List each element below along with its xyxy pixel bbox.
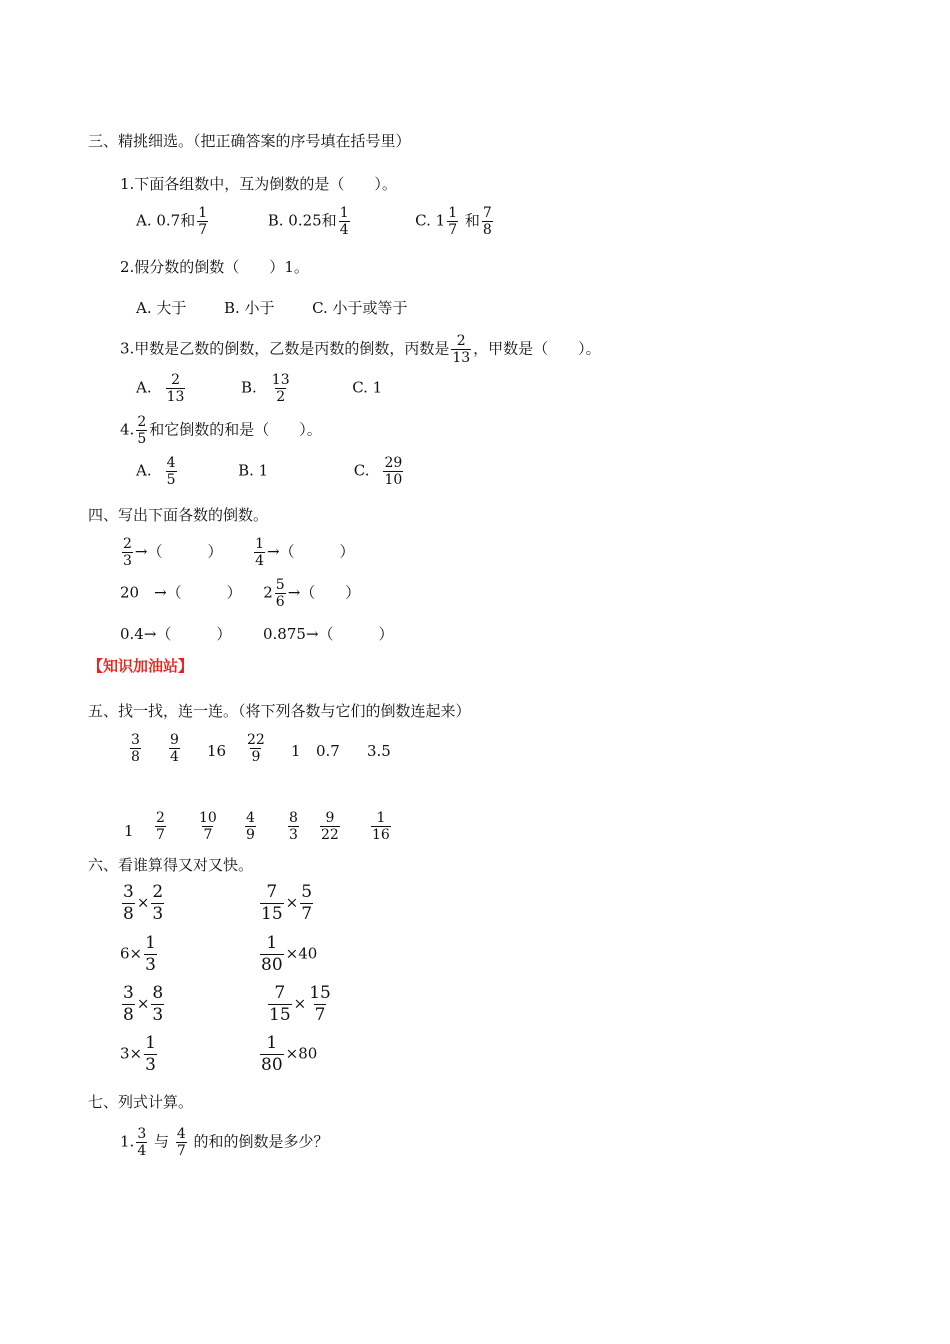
fraction: $\frac{3}{4}$: [137, 1126, 147, 1159]
fraction: $\frac{1}{7}$: [198, 205, 208, 238]
fraction: $\frac{29}{10}$: [384, 455, 403, 488]
s4-row-2: [120, 578, 360, 609]
times-sign: ×: [285, 893, 299, 912]
q1-option-b: B. 0.25和: [267, 211, 337, 230]
q1-option-c: C. 1: [415, 211, 446, 230]
section-3-title: 三、精挑细选。（把正确答案的序号填在括号里）: [88, 132, 411, 150]
expr-2: [258, 884, 315, 923]
top-item-3[interactable]: 16: [207, 742, 227, 760]
s4-row-3: [120, 624, 394, 644]
fraction: $\frac{1}{3}$: [145, 933, 156, 975]
fraction: $\frac{4}{7}$: [176, 1126, 186, 1159]
q3-text: [120, 334, 601, 365]
s7-q1: [120, 1127, 329, 1158]
expr-7: [120, 1035, 159, 1074]
q3-option-a: A.: [136, 378, 152, 397]
top-item-6[interactable]: 0.7: [316, 742, 340, 760]
section-5-title: 五、找一找，连一连。（将下列各数与它们的倒数连起来）: [88, 702, 471, 720]
q4-option-c: C.: [353, 461, 370, 480]
times-sign: ×: [136, 893, 150, 912]
fraction: $\frac{4}{5}$: [166, 455, 176, 488]
fraction: $\frac{2}{13}$: [166, 372, 185, 405]
fraction: $\frac{5}{6}$: [275, 577, 285, 610]
q1-option-a: A. 0.7和: [136, 211, 196, 230]
multiplier: ×40: [285, 944, 318, 963]
expr-6: [266, 985, 334, 1024]
fraction: $\frac{1}{80}$: [261, 933, 283, 975]
multiplier: ×80: [285, 1044, 318, 1063]
fraction: $\frac{9}{22}$: [321, 810, 339, 843]
fraction: $\frac{13}{2}$: [271, 372, 290, 405]
fraction: $\frac{2}{5}$: [137, 414, 147, 447]
fraction: $\frac{2}{13}$: [452, 333, 471, 366]
top-item-1[interactable]: [128, 733, 143, 764]
fraction: $\frac{2}{7}$: [156, 810, 165, 843]
times-sign: ×: [136, 994, 150, 1013]
fraction: $\frac{7}{8}$: [482, 205, 492, 238]
top-item-4[interactable]: [244, 733, 268, 764]
expr-3: [120, 935, 159, 974]
q2-option-a: A. 大于: [136, 299, 187, 317]
answer-blank: 20 →（ ）: [120, 583, 242, 602]
q-number: 1.: [120, 1132, 135, 1151]
section-7-title: 七、列式计算。: [88, 1093, 194, 1111]
question-text: 的和的倒数是多少？: [193, 1132, 329, 1151]
answer-blank: →（ ）: [134, 542, 223, 561]
expr-1: [120, 884, 166, 923]
q2-option-c: C. 小于或等于: [312, 299, 408, 317]
fraction: $\frac{22}{9}$: [247, 732, 265, 765]
bottom-item-5[interactable]: [286, 811, 301, 842]
fraction: $\frac{7}{15}$: [261, 882, 283, 924]
fraction: $\frac{3}{8}$: [123, 983, 134, 1025]
q4-text: [120, 415, 322, 446]
bottom-item-2[interactable]: [153, 811, 168, 842]
fraction: $\frac{1}{16}$: [372, 810, 390, 843]
fraction: $\frac{3}{8}$: [131, 732, 140, 765]
with-text: 与: [154, 1132, 170, 1151]
whole-number: 2: [263, 583, 273, 602]
section-6-title: 六、看谁算得又对又快。: [88, 856, 254, 874]
q3-option-b: B.: [241, 378, 257, 397]
fraction: $\frac{5}{7}$: [301, 882, 313, 924]
q1-text: 1.下面各组数中，互为倒数的是（ ）。: [120, 175, 397, 193]
answer-blank: 0.875→（ ）: [263, 625, 394, 643]
fraction: $\frac{8}{3}$: [152, 983, 164, 1025]
expr-4: [258, 935, 317, 974]
times-sign: ×: [293, 994, 307, 1013]
bottom-item-7[interactable]: [369, 811, 393, 842]
bottom-item-3[interactable]: [196, 811, 220, 842]
fraction: $\frac{9}{4}$: [170, 732, 179, 765]
q2-options: [136, 298, 408, 318]
fraction: $\frac{10}{7}$: [199, 810, 217, 843]
bottom-item-6[interactable]: [318, 811, 342, 842]
top-item-7[interactable]: 3.5: [367, 742, 391, 760]
answer-blank: 0.4→（ ）: [120, 625, 232, 643]
s4-row-1: [120, 537, 355, 568]
fraction: $\frac{2}{3}$: [152, 882, 164, 924]
and-text: 和: [464, 211, 480, 230]
q3-post: ，甲数是（ ）。: [473, 339, 601, 358]
top-item-2[interactable]: [167, 733, 182, 764]
q1-options: [136, 206, 495, 237]
q4-option-a: A.: [136, 461, 152, 480]
fraction: $\frac{4}{9}$: [246, 810, 255, 843]
fraction: $\frac{1}{80}$: [261, 1033, 283, 1075]
section-4-title: 四、写出下面各数的倒数。: [88, 506, 269, 524]
bottom-item-1[interactable]: 1: [124, 822, 134, 840]
q3-option-c: C. 1: [352, 378, 383, 397]
q3-options: [136, 373, 382, 404]
multiplier: 6×: [120, 944, 143, 963]
fraction: $\frac{1}{4}$: [255, 536, 264, 569]
q4-options: [136, 456, 405, 487]
fraction: $\frac{7}{15}$: [269, 983, 291, 1025]
bottom-item-4[interactable]: [243, 811, 258, 842]
answer-blank: →（ ）: [266, 542, 355, 561]
fraction: $\frac{1}{3}$: [145, 1033, 156, 1075]
knowledge-station-heading: 【知识加油站】: [88, 657, 194, 675]
q2-text: 2.假分数的倒数（ ）1。: [120, 258, 309, 276]
expr-8: [258, 1035, 317, 1074]
fraction: $\frac{2}{3}$: [123, 536, 132, 569]
expr-5: [120, 985, 166, 1024]
q2-option-b: B. 小于: [223, 299, 275, 317]
q4-post: 和它倒数的和是（ ）。: [149, 420, 322, 439]
answer-blank: →（ ）: [287, 583, 361, 602]
fraction: $\frac{3}{8}$: [123, 882, 134, 924]
top-item-5[interactable]: 1: [291, 742, 301, 760]
q4-pre: 4.: [120, 420, 135, 439]
q3-pre: 3.甲数是乙数的倒数，乙数是丙数的倒数，丙数是: [120, 339, 450, 358]
fraction: $\frac{1}{7}$: [448, 205, 458, 238]
fraction: $\frac{1}{4}$: [339, 205, 349, 238]
q4-option-b: B. 1: [238, 461, 269, 480]
fraction: $\frac{8}{3}$: [289, 810, 298, 843]
multiplier: 3×: [120, 1044, 143, 1063]
fraction: $\frac{15}{7}$: [309, 983, 331, 1025]
